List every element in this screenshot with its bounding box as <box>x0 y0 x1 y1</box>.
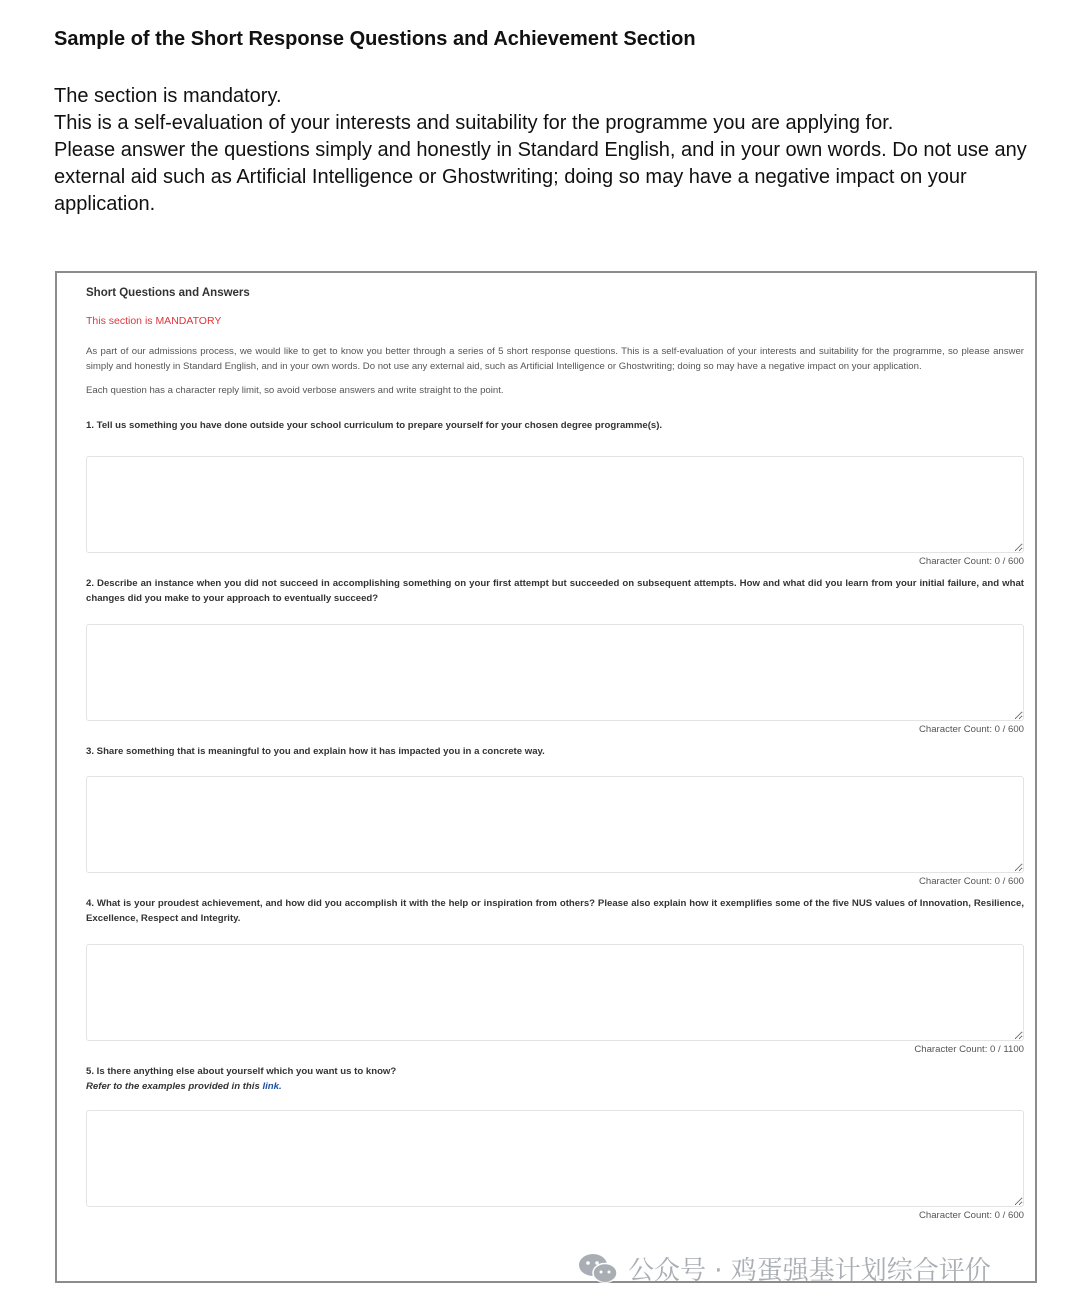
section-heading: Short Questions and Answers <box>86 287 250 299</box>
limit-note: Each question has a character reply limit, so avoid verbose answers and write straight to the point. <box>86 385 504 396</box>
question-block-2 <box>86 576 1024 735</box>
answer-field[interactable] <box>86 776 1024 873</box>
mandatory-notice: This section is MANDATORY <box>86 315 222 327</box>
character-count: Character Count: 0 / 600 <box>918 556 1024 567</box>
question-block-4 <box>86 896 1024 1055</box>
character-count: Character Count: 0 / 600 <box>918 1210 1024 1221</box>
intro-line: This is a self-evaluation of your interests and suitability for the programme you are applying for. <box>54 112 894 134</box>
character-count: Character Count: 0 / 600 <box>918 724 1024 735</box>
answer-field[interactable] <box>86 944 1024 1041</box>
section-intro: As part of our admissions process, we would like to get to know you better through a series of 5 short response questions. This is a self-evaluation of your interests and suitability for the programme, so please answer simply and honestly in Standard English, and in your own words. Do not use any external aid, such as Artificial Intelligence or Ghostwriting; doing so may have a negative impact on your application. <box>86 346 1024 372</box>
answer-field[interactable] <box>86 456 1024 553</box>
intro-line: application. <box>54 193 156 215</box>
intro-line: external aid such as Artificial Intelligence or Ghostwriting; doing so may have a negative impact on your <box>54 166 967 188</box>
character-count: Character Count: 0 / 1100 <box>914 1044 1024 1055</box>
examples-link[interactable]: link. <box>262 1081 282 1092</box>
question-label: 1. Tell us something you have done outside your school curriculum to prepare yourself for your chosen degree programme(s). <box>86 420 663 431</box>
question-label: 5. Is there anything else about yourself which you want us to know? <box>86 1066 397 1077</box>
wechat-icon <box>578 1252 618 1286</box>
intro-line: The section is mandatory. <box>54 85 282 107</box>
question-block-3 <box>86 744 1024 887</box>
question-block-5 <box>86 1064 1024 1221</box>
question-label: 2. Describe an instance when you did not succeed in accomplishing something on your first attempt but succeeded on subsequent attempts. How and what did you learn from your initial failure, and what changes did you make to your approach to eventually succeed? <box>86 578 1024 604</box>
intro-line: Please answer the questions simply and honestly in Standard English, and in your own words. Do not use any <box>54 139 1027 161</box>
question-label: 4. What is your proudest achievement, and how did you accomplish it with the help or inspiration from others? Please also explain how it exemplifies some of the five NUS values of Innovation, Resilience, Excellence, Respect and Integrity. <box>86 898 1024 924</box>
form-screenshot-panel <box>55 271 1037 1283</box>
form-section <box>86 287 1024 1230</box>
character-count: Character Count: 0 / 600 <box>918 876 1024 887</box>
answer-field[interactable] <box>86 624 1024 721</box>
answer-field[interactable] <box>86 1110 1024 1207</box>
question-note <box>86 1079 1024 1094</box>
watermark-text: 公众号 · 鸡蛋强基计划综合评价 <box>628 1256 991 1286</box>
watermark <box>578 1250 991 1287</box>
document-intro <box>54 24 1054 218</box>
question-label: 3. Share something that is meaningful to you and explain how it has impacted you in a concrete way. <box>86 746 545 757</box>
note-text: Refer to the examples provided in this <box>86 1081 263 1092</box>
document-title: Sample of the Short Response Questions and Achievement Section <box>54 28 696 50</box>
question-block-1 <box>86 418 1024 567</box>
